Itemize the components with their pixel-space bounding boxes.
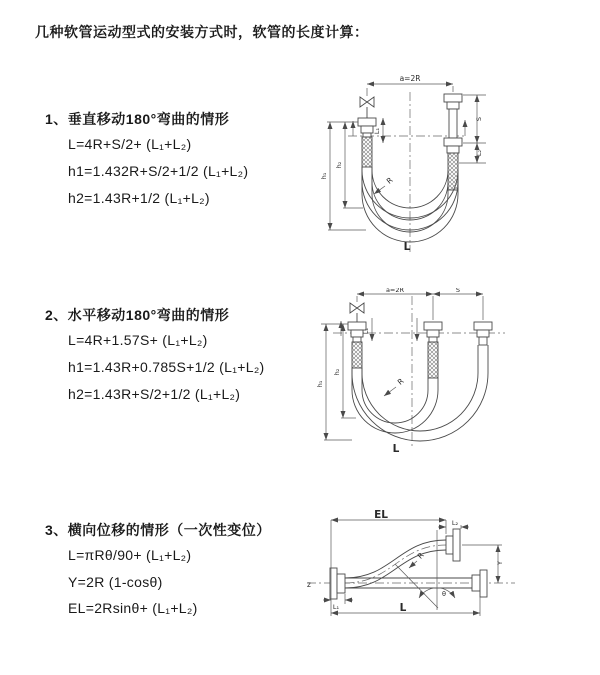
- section-3-heading: 3、横向位移的情形（一次性变位）: [45, 522, 271, 538]
- section-3-formula-l: L=πRθ/90+ (L₁+L₂): [68, 547, 192, 563]
- dim-label-l1: L₁: [373, 127, 381, 135]
- dim-label-l2: L₂: [475, 149, 483, 157]
- dim-label-l-total: L: [403, 241, 411, 253]
- dim-label-z: z: [307, 580, 311, 589]
- dim-label-h1: h₁: [316, 380, 324, 388]
- dim-label-l-total: L: [392, 443, 400, 455]
- section-3-formula-el: EL=2Rsinθ+ (L₁+L₂): [68, 600, 198, 616]
- dim-label-s: S: [475, 116, 483, 122]
- section-2-formula-h1: h1=1.43R+0.785S+1/2 (L₁+L₂): [68, 359, 265, 375]
- dim-label-l1: L₁: [362, 327, 370, 335]
- dim-label-l1: L₁: [332, 603, 340, 611]
- dim-label-l-total: L: [399, 602, 407, 614]
- hose-loops: [352, 345, 488, 441]
- dimension-lines: [323, 520, 502, 616]
- section-2-formula-l: L=4R+1.57S+ (L₁+L₂): [68, 332, 208, 348]
- right-fitting: [444, 94, 462, 190]
- dim-label-theta: θ: [442, 590, 446, 598]
- left-fitting: [358, 118, 376, 167]
- dim-label-s: S: [455, 288, 461, 294]
- dim-label-h1: h₁: [320, 172, 328, 180]
- section-1-formula-l: L=4R+S/2+ (L₁+L₂): [68, 136, 192, 152]
- section-1-heading: 1、垂直移动180°弯曲的情形: [45, 111, 230, 127]
- upper-right-flange: [446, 529, 460, 561]
- dim-label-r: R: [384, 175, 395, 186]
- centerlines: [333, 296, 505, 448]
- diagram-lateral-displacement: [303, 508, 515, 622]
- dim-label-r: R: [415, 550, 426, 561]
- dim-label-a2r: a=2R: [385, 288, 405, 294]
- section-1-formula-h2: h2=1.43R+1/2 (L₁+L₂): [68, 190, 210, 206]
- dim-label-r: R: [395, 376, 406, 387]
- dim-label-h2: h₂: [335, 161, 343, 169]
- dim-label-l2: L₂: [451, 519, 459, 527]
- valve-icon: [360, 97, 374, 118]
- valve-icon: [350, 303, 364, 322]
- dimension-lines: [321, 294, 483, 440]
- diagram-vertical-180-bend: [300, 74, 505, 258]
- dim-label-a2r: a=2R: [399, 74, 421, 83]
- diagram-horizontal-180-bend: [313, 288, 518, 460]
- page-title: 几种软管运动型式的安装方式时，软管的长度计算：: [35, 24, 369, 40]
- section-3-formula-y: Y=2R (1-cosθ): [68, 574, 163, 590]
- middle-fitting: [424, 322, 442, 378]
- section-1-formula-h1: h1=1.432R+S/2+1/2 (L₁+L₂): [68, 163, 249, 179]
- section-2-heading: 2、水平移动180°弯曲的情形: [45, 307, 230, 323]
- dim-label-el: EL: [374, 509, 388, 521]
- section-2-formula-h2: h2=1.43R+S/2+1/2 (L₁+L₂): [68, 386, 241, 402]
- dim-label-h2: h₂: [333, 368, 341, 376]
- right-fitting: [474, 322, 492, 345]
- lower-right-flange: [472, 570, 487, 597]
- centerlines: [348, 92, 465, 252]
- left-flange: [330, 568, 345, 599]
- dim-label-y: Y: [496, 561, 504, 565]
